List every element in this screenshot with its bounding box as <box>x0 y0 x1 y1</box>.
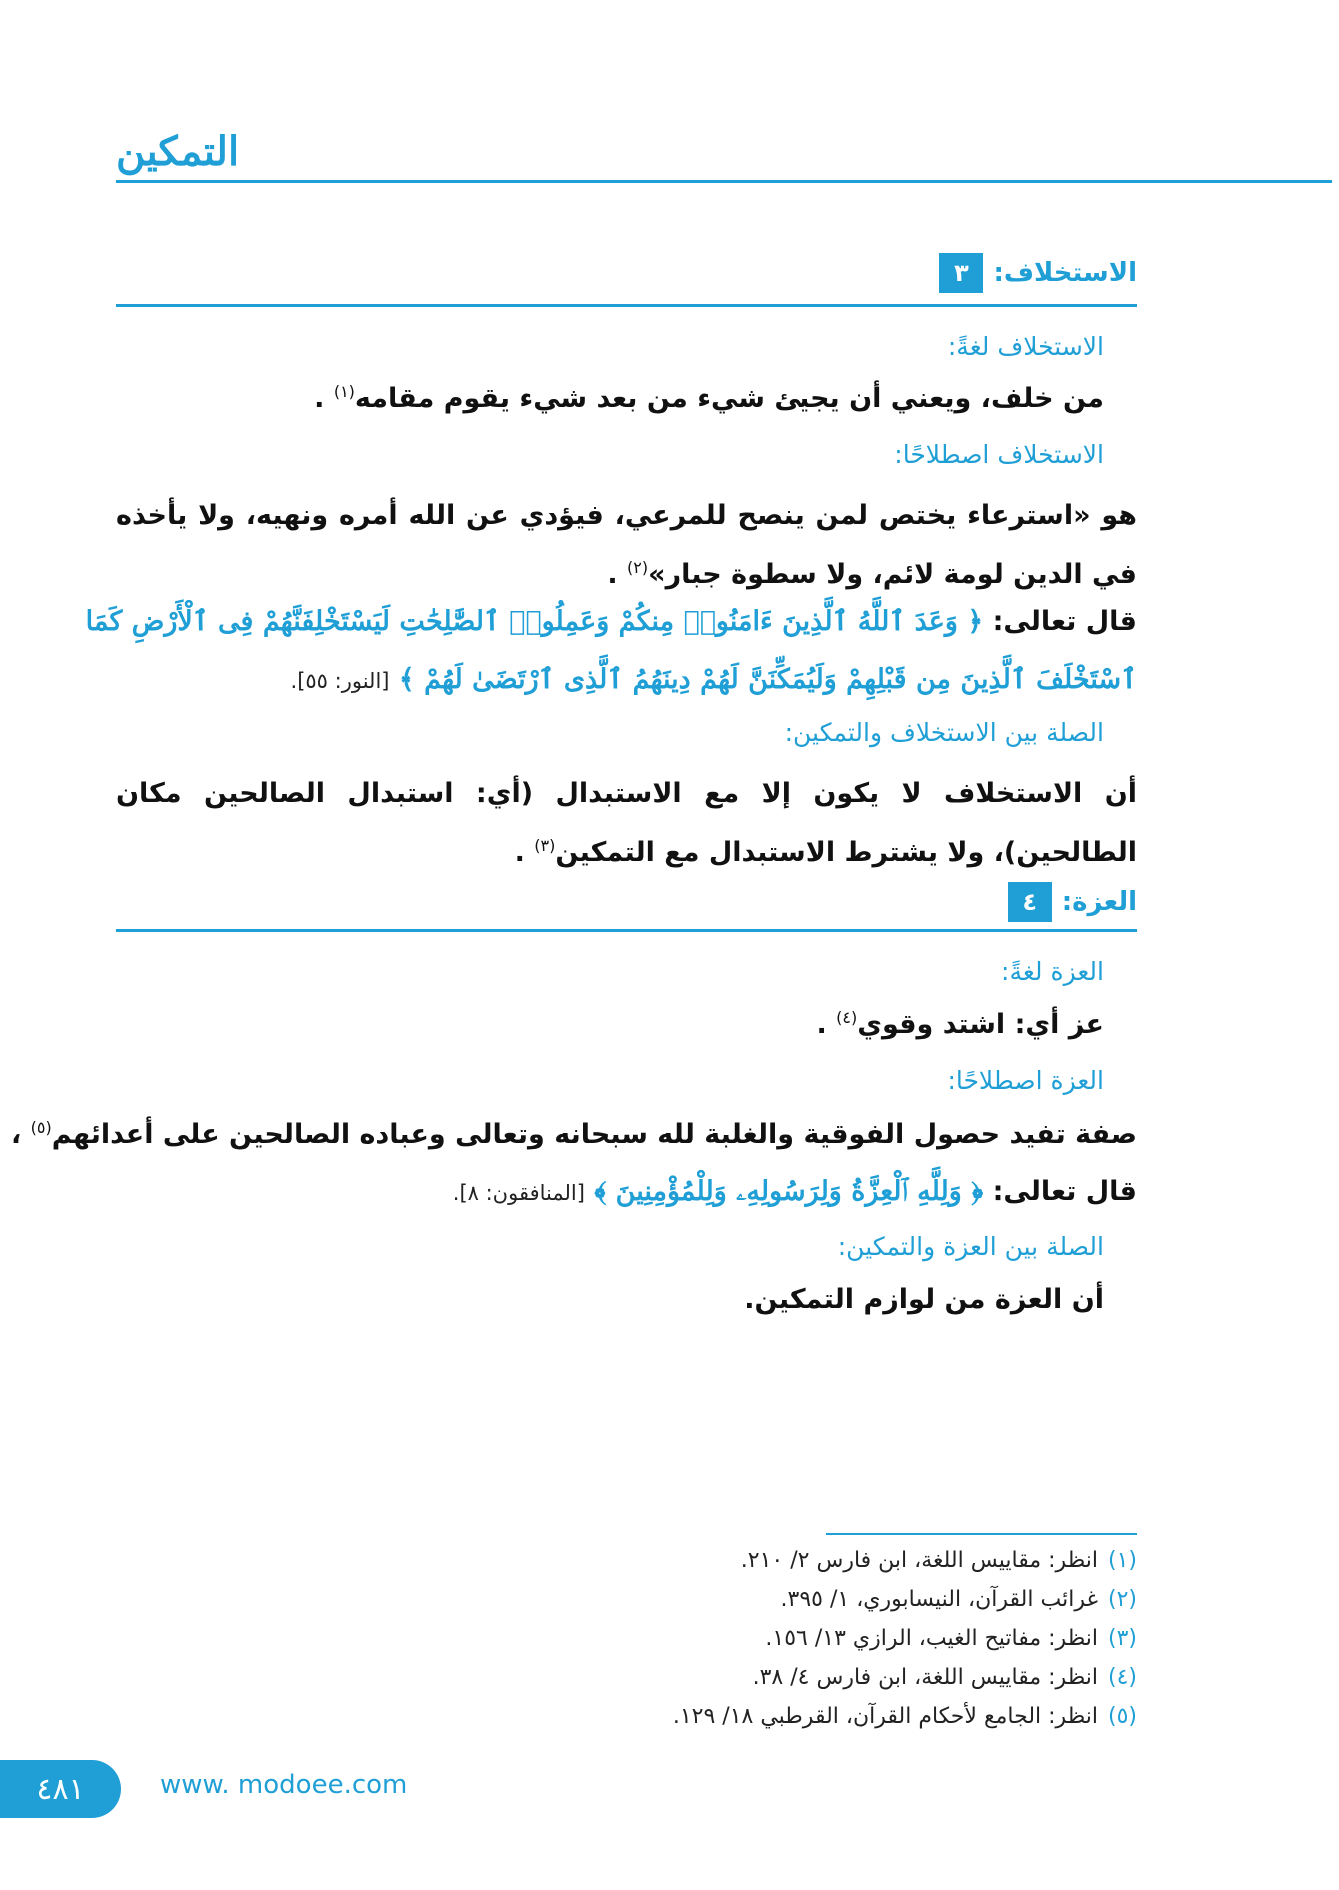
section-divider <box>116 304 1137 307</box>
section-number-badge: ٤ <box>1008 882 1052 922</box>
section-title: الاستخلاف: <box>993 258 1137 288</box>
footnote-text: انظر: مقاييس اللغة، ابن فارس ٢/ ٢١٠. <box>740 1548 1098 1573</box>
quran-verse-part2: ٱسْتَخْلَفَ ٱلَّذِينَ مِن قَبْلِهِمْ وَلَيُمَكِّنَنَّ لَهُمْ دِينَهُمُ ٱلَّذِى ٱرْتَضَىٰ لَهُمْ ﴾ <box>398 664 1137 695</box>
footnote-text: انظر: مقاييس اللغة، ابن فارس ٤/ ٣٨. <box>752 1665 1098 1690</box>
paragraph-relation: أن الاستخلاف لا يكون إلا مع الاستبدال (أي: استبدال الصالحين مكان الطالحين)، ولا يشترط الاستبدال مع التمكين$^{(٣)}$ . <box>116 778 1137 868</box>
footnote-text: غرائب القرآن، النيسابوري، ١/ ٣٩٥. <box>780 1587 1098 1612</box>
definition-text: صفة تفيد حصول الفوقية والغلبة لله سبحانه وتعالى وعباده الصالحين على أعدائهم <box>51 1119 1137 1150</box>
header-divider <box>116 180 1332 183</box>
definition-text: هو «استرعاء يختص لمن ينصح للمرعي، فيؤدي عن الله أمره ونهيه، ولا يأخذه في الدين لومة لائم، ولا سطوة جبار» <box>116 500 1137 590</box>
subheading-relation: الصلة بين الاستخلاف والتمكين: <box>784 718 1104 747</box>
footnote-ref[interactable]: (٢) <box>627 558 649 577</box>
subheading-term: الاستخلاف اصطلاحًا: <box>894 440 1104 469</box>
verse-reference: [النور: ٥٥]. <box>290 669 390 693</box>
footnote-text: انظر: مفاتيح الغيب، الرازي ١٣/ ١٥٦. <box>765 1626 1098 1651</box>
footnote-item <box>753 1665 1137 1690</box>
section-title: العزة: <box>1061 887 1137 917</box>
footnote-number: (١) <box>1107 1548 1137 1573</box>
footnote-divider <box>826 1533 1137 1535</box>
footnote-text: انظر: الجامع لأحكام القرآن، القرطبي ١٨/ ١٢٩. <box>672 1704 1098 1729</box>
paragraph-lang-definition: من خلف، ويعني أن يجيئ شيء من بعد شيء يقوم مقامه$^{(١)}$ . <box>314 382 1104 414</box>
footnote-item <box>741 1548 1137 1573</box>
footnote-item <box>781 1587 1137 1612</box>
section-divider <box>116 929 1137 932</box>
subheading-relation: الصلة بين العزة والتمكين: <box>837 1232 1104 1261</box>
quran-verse-part1: ﴿ وَعَدَ ٱللَّهُ ٱلَّذِينَ ءَامَنُوا۟ مِنكُمْ وَعَمِلُوا۟ ٱلصَّٰلِحَٰتِ لَيَسْتَخْلِفَنَّهُمْ فِى ٱلْأَرْضِ كَمَا <box>85 606 984 637</box>
footnote-number: (٤) <box>1107 1665 1137 1690</box>
verse-line <box>116 1176 1137 1208</box>
footnote-ref[interactable]: (٣) <box>534 836 556 855</box>
paragraph-lang-definition: عز أي: اشتد وقوي$^{(٤)}$ . <box>816 1008 1104 1040</box>
verse-reference: [المنافقون: ٨]. <box>452 1181 585 1205</box>
page-number-badge: ٤٨١ <box>0 1760 121 1818</box>
subheading-lang: العزة لغةً: <box>1001 957 1104 986</box>
paragraph-relation: أن العزة من لوازم التمكين. <box>744 1284 1104 1315</box>
subheading-term: العزة اصطلاحًا: <box>947 1066 1104 1095</box>
page-header-title: التمكين <box>116 128 240 175</box>
footnote-number: (٣) <box>1107 1626 1137 1651</box>
verse-intro: قال تعالى: <box>992 1176 1137 1207</box>
section-heading-succession <box>939 253 1137 293</box>
verse-intro: قال تعالى: <box>992 606 1137 637</box>
section-number-badge: ٣ <box>939 253 983 293</box>
subheading-lang: الاستخلاف لغةً: <box>947 332 1104 361</box>
footnote-ref[interactable]: (١) <box>333 382 355 401</box>
footnote-item <box>765 1626 1137 1651</box>
footnote-ref[interactable]: (٤) <box>836 1008 858 1027</box>
paragraph-term-definition: صفة تفيد حصول الفوقية والغلبة لله سبحانه وتعالى وعباده الصالحين على أعدائهم$^{(٥)}$ ، <box>11 1118 1137 1150</box>
paragraph-term-definition: هو «استرعاء يختص لمن ينصح للمرعي، فيؤدي عن الله أمره ونهيه، ولا يأخذه في الدين لومة لائم، ولا سطوة جبار»$^{(٢)}$ . <box>116 500 1137 590</box>
verse-line-1 <box>85 606 1137 637</box>
footnote-number: (٢) <box>1107 1587 1137 1612</box>
quran-verse: ﴿ وَلِلَّهِ ٱلْعِزَّةُ وَلِرَسُولِهِۦ وَلِلْمُؤْمِنِينَ ﴾ <box>594 1176 984 1207</box>
website-link[interactable]: www. modoee.com <box>160 1770 408 1800</box>
definition-text: عز أي: اشتد وقوي <box>857 1009 1104 1040</box>
footnote-number: (٥) <box>1107 1704 1137 1729</box>
definition-text: من خلف، ويعني أن يجيئ شيء من بعد شيء يقوم مقامه <box>354 383 1104 414</box>
section-heading-might <box>1008 882 1137 922</box>
footnote-ref[interactable]: (٥) <box>30 1118 52 1137</box>
relation-text: أن الاستخلاف لا يكون إلا مع الاستبدال (أي: استبدال الصالحين مكان الطالحين)، ولا يشترط الاستبدال مع التمكين <box>116 778 1137 868</box>
footnote-item <box>673 1704 1137 1729</box>
verse-line-2 <box>116 664 1137 695</box>
